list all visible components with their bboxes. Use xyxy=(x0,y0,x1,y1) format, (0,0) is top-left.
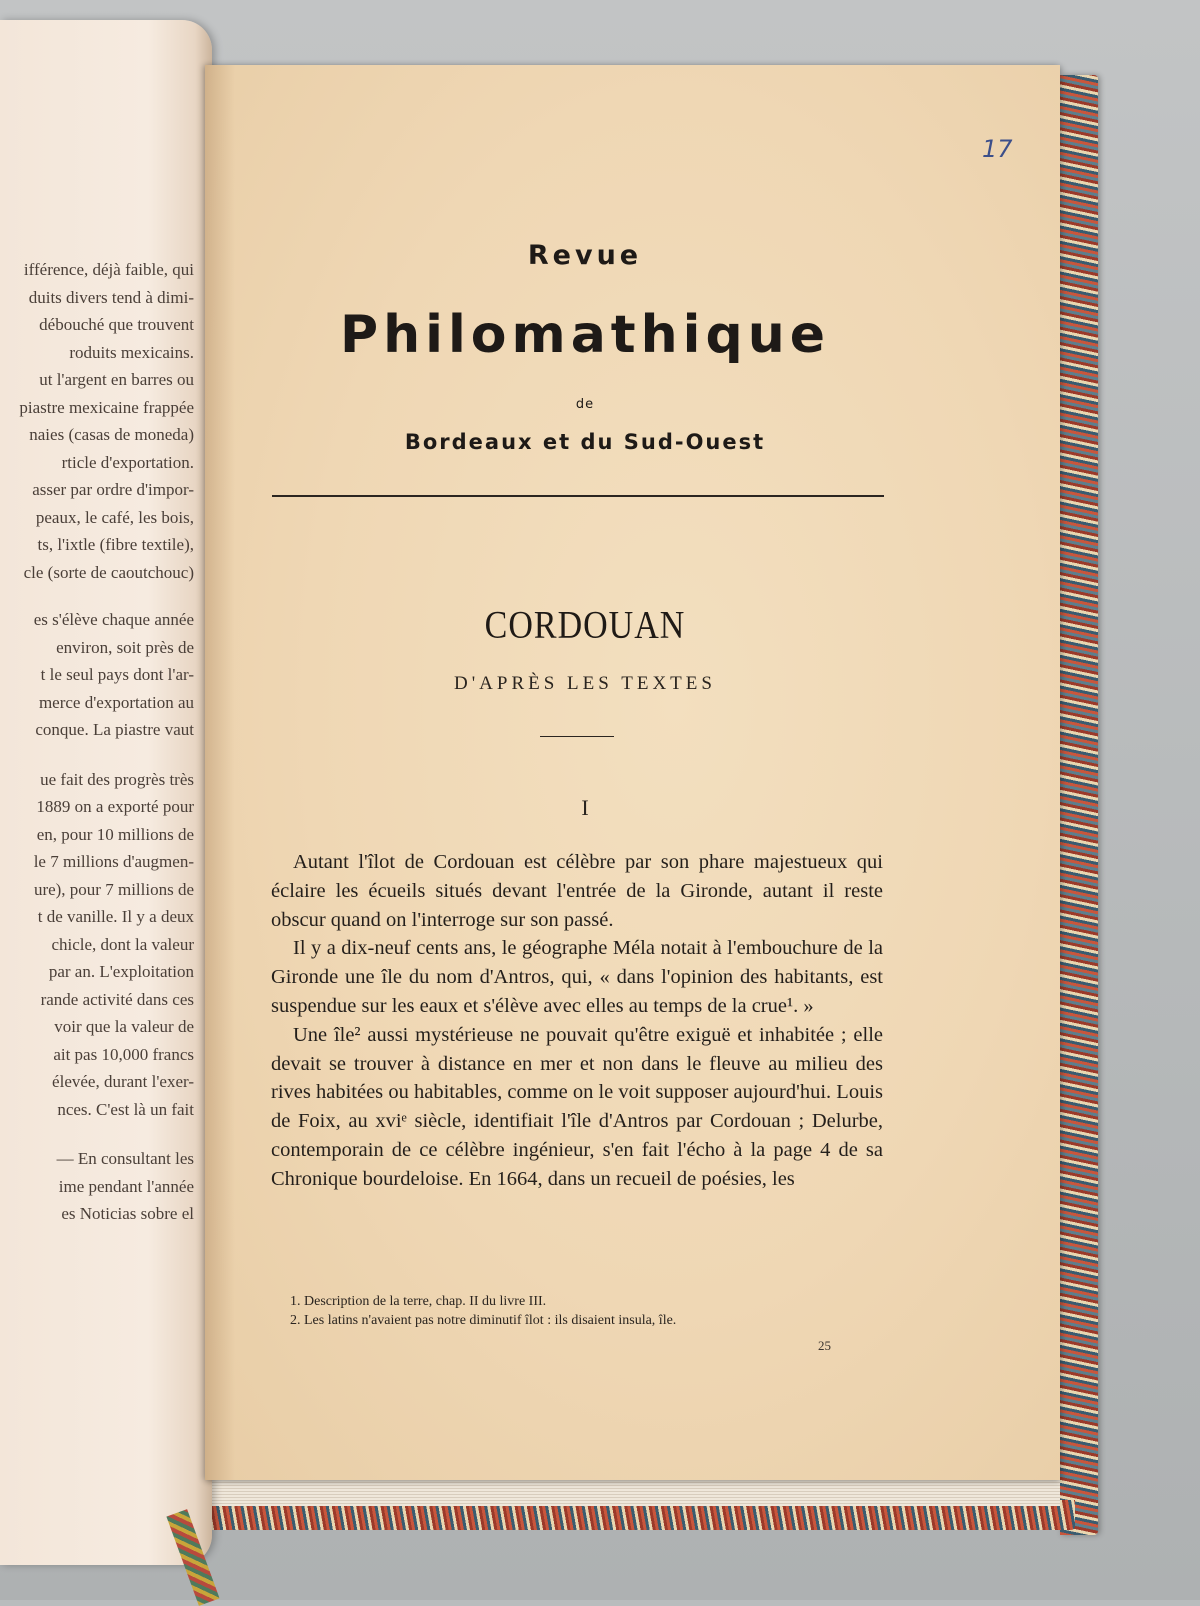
page-number: 25 xyxy=(818,1338,831,1353)
page-gutter-shadow xyxy=(205,65,235,1480)
handwritten-note: 17 xyxy=(982,135,1013,163)
article-title: CORDOUAN xyxy=(484,604,686,647)
masthead-revue: Revue xyxy=(527,240,643,271)
left-page-line: voir que la valeur de xyxy=(54,1017,194,1036)
title-rule xyxy=(540,736,614,737)
article-body xyxy=(271,848,883,1194)
left-page-line: asser par ordre d'impor- xyxy=(32,480,194,499)
left-page-line: ts, l'ixtle (fibre textile), xyxy=(37,535,194,554)
footnote-1: 1. Description de la terre, chap. II du livre III. xyxy=(290,1294,547,1309)
masthead-philomathique: Philomathique xyxy=(340,305,830,365)
left-page-line: — En consultant les xyxy=(56,1149,194,1168)
left-page-line: ure), pour 7 millions de xyxy=(33,879,194,899)
article-subtitle: D'APRÈS LES TEXTES xyxy=(454,673,716,694)
left-page-line: nces. C'est là un fait xyxy=(57,1099,194,1119)
left-page-line: t le seul pays dont l'ar- xyxy=(40,665,194,684)
left-page-line: merce d'exportation au xyxy=(38,692,194,712)
left-page-line: es Noticias sobre el xyxy=(61,1204,194,1223)
paragraph-3: Une île² aussi mystérieuse ne pouvait qu'être exiguë et inhabitée ; elle devait se trouver à distance en mer et non dans le fleuve au milieu des rives habitées ou habitables, comme on le voit supposer aujourd'hui. Louis de Foix, au xviᵉ siècle, identifiait l'île d'Antros par Cordouan ; Delurbe, contemporain de ce célèbre ingénieur, s'en fait l'écho à la page 4 de sa Chronique bourdeloise. En 1664, dans un recueil de poésies, les xyxy=(271,1023,883,1190)
section-number: I xyxy=(581,795,589,820)
footnote-2: 2. Les latins n'avaient pas notre diminutif îlot : ils disaient insula, île. xyxy=(290,1313,677,1328)
left-page-line: conque. La piastre vaut xyxy=(35,720,194,739)
left-page-line: roduits mexicains. xyxy=(69,342,194,362)
left-page-line: peaux, le café, les bois, xyxy=(35,507,194,527)
left-page-line: ut l'argent en barres ou xyxy=(39,370,194,389)
left-page-line: environ, soit près de xyxy=(56,637,194,657)
masthead-rule xyxy=(272,495,884,497)
page-stack-edge xyxy=(205,1478,1060,1506)
right-page xyxy=(205,65,1060,1480)
masthead-de: de xyxy=(575,397,595,412)
left-page-line: duits divers tend à dimi- xyxy=(28,287,194,307)
paragraph-1: Autant l'îlot de Cordouan est célèbre par son phare majestueux qui éclaire les écueils situés devant l'entrée de la Gironde, autant il reste obscur quand on l'interroge sur son passé. xyxy=(271,851,883,931)
left-page-line: ue fait des progrès très xyxy=(40,769,194,789)
left-page-line: es s'élève chaque année xyxy=(33,610,194,629)
left-page-line: par an. L'exploitation xyxy=(48,962,194,981)
left-page-line: 1889 on a exporté pour xyxy=(36,797,194,816)
left-page-line: débouché que trouvent xyxy=(39,315,194,334)
marbled-board-edge xyxy=(1060,75,1098,1535)
paragraph-2: Il y a dix-neuf cents ans, le géographe Méla notait à l'embouchure de la Gironde une île du nom d'Antros, qui, « dans l'opinion des habitants, est suspendue sur les eaux et s'élève avec elles au temps de la crue¹. » xyxy=(271,937,883,1017)
left-page-line: rande activité dans ces xyxy=(40,989,194,1009)
left-page-line: chicle, dont la valeur xyxy=(51,934,194,954)
left-page-line: ait pas 10,000 francs xyxy=(53,1044,194,1064)
masthead-bordeaux: Bordeaux et du Sud-Ouest xyxy=(404,430,766,454)
left-page-text xyxy=(0,20,194,1565)
left-page-line: t de vanille. Il y a deux xyxy=(37,907,194,926)
left-page-line: le 7 millions d'augmen- xyxy=(33,852,194,871)
left-page-line: rticle d'exportation. xyxy=(61,452,194,472)
left-page-line: piastre mexicaine frappée xyxy=(19,397,194,417)
left-page-line: cle (sorte de caoutchouc) xyxy=(23,562,194,582)
left-page-line: ifférence, déjà faible, qui xyxy=(23,260,194,279)
left-page-line: en, pour 10 millions de xyxy=(36,824,194,844)
left-page-line: naies (casas de moneda) xyxy=(29,425,194,444)
left-page xyxy=(0,20,212,1565)
left-page-line: ime pendant l'année xyxy=(58,1176,194,1196)
footnotes xyxy=(290,1292,890,1330)
left-page-line: élevée, durant l'exer- xyxy=(52,1072,194,1091)
